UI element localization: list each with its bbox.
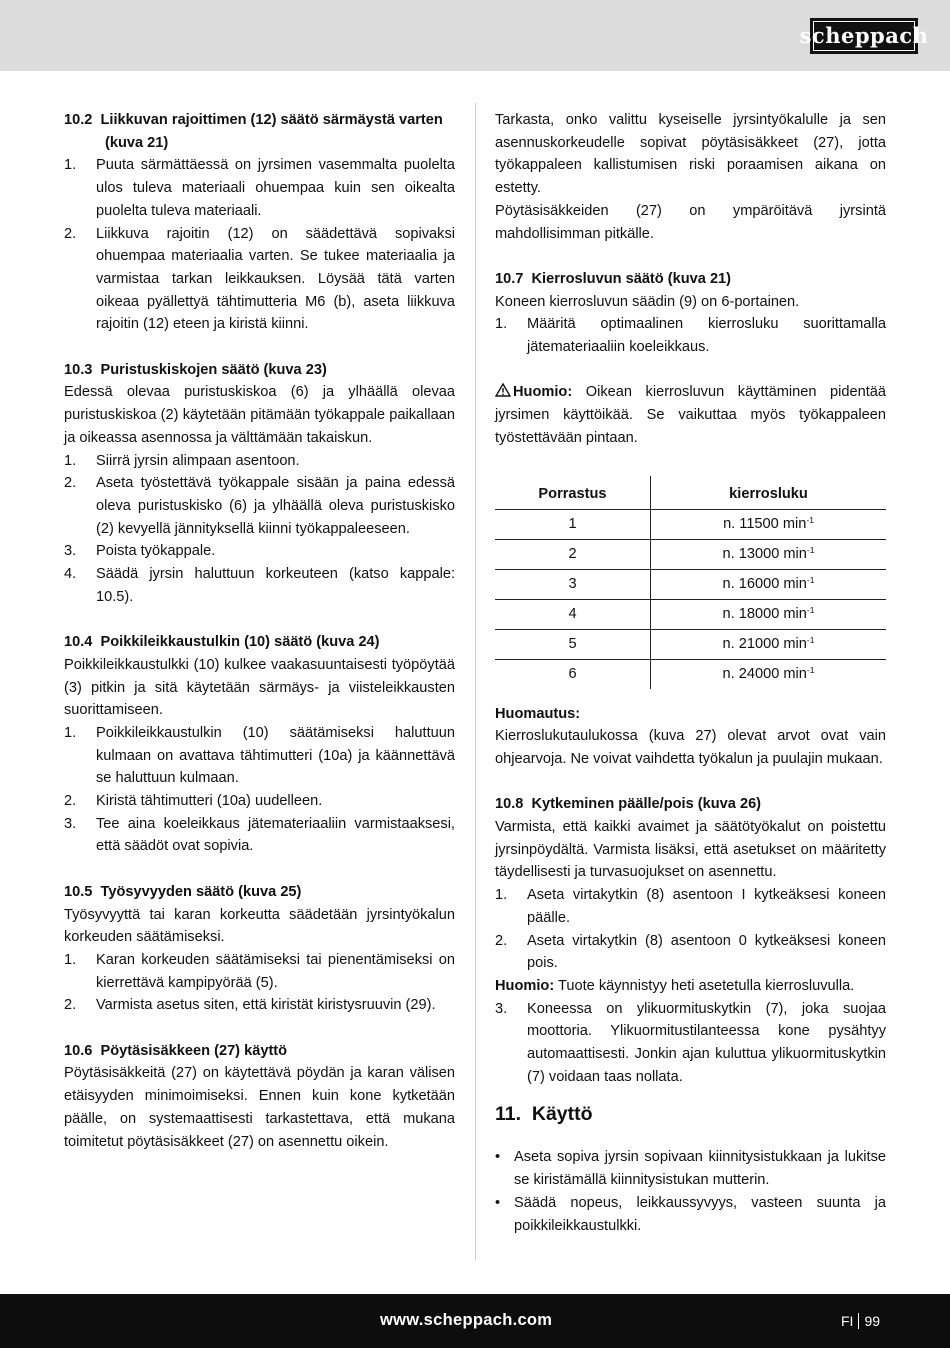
- list-item: 2. Aseta virtakytkin (8) asentoon 0 kytkeäksesi koneen pois.: [495, 932, 886, 972]
- list-item: 2. Liikkuva rajoitin (12) on säädettävä sopivaksi ohuempaa materiaalia varten. Se tukee materiaalia ja varmistaa tarkan leikkauksen. Löysää tätä varten oikeaa pyällettyä tähtimutteria M6 (b), aseta liikkuva rajoitin (12) eteen ja kiristä kiinni.: [64, 225, 455, 333]
- list-item: 4. Säädä jyrsin haluttuun korkeuteen (katso kappale: 10.5).: [64, 566, 455, 605]
- list-item: 3. Tee aina koeleikkaus jätemateriaaliin varmistaaksesi, että säädöt ovat sopivia.: [64, 815, 455, 855]
- section-intro: Koneen kierrosluvun säädin (9) on 6-portainen.: [495, 293, 800, 310]
- section-intro: Poikkileikkaustulkki (10) kulkee vaakasuuntaisesti työpöytää (3) pitkin ja sitä käytetään särmäys- ja viisteleikkausten suorittamiseen.: [64, 656, 455, 719]
- column-divider: [475, 103, 476, 1260]
- paragraph: Tarkasta, onko valittu kyseiselle jyrsintyökalulle ja sen asennuskorkeudelle sopivat pöytäsisäkkeet (27), jotta työkappaleen kallistumisen riski poraamisen aikana on estetty.: [495, 112, 886, 197]
- list-item: 3. Koneessa on ylikuormituskytkin (7), joka suojaa moottoria. Ylikuormitustilanteessa kone pysähtyy automaattisesti. Jonkin ajan kuluttua ylikuormituskytkin (7) voidaan taas nollata.: [495, 1000, 886, 1085]
- section-10-5: [64, 881, 455, 1017]
- page-separator: [858, 1313, 859, 1329]
- numbered-list: [495, 998, 886, 1089]
- section-heading: 10.8 Kytkeminen päälle/pois (kuva 26): [495, 796, 762, 813]
- section-intro: Varmista, että kaikki avaimet ja säätötyökalut on poistettu jyrsinpöydältä. Varmista lisäksi, että asetukset on määritetty täydellisesti ja turvasuojukset on asennettu.: [495, 819, 886, 881]
- table-header: kierrosluku: [651, 476, 887, 510]
- section-10-8: [495, 793, 886, 1088]
- section-intro: Edessä olevaa puristuskiskoa (6) ja ylhäällä olevaa puristuskiskoa (2) käytetään pitämään työkappale paikallaan ja oikeassa asennossa ja välttämään takaiskun.: [64, 384, 455, 446]
- section-heading: 10.5 Työsyvyyden säätö (kuva 25): [64, 883, 302, 900]
- section-10-6-continued: [495, 109, 886, 245]
- list-item: 1. Karan korkeuden säätämiseksi tai pienentämiseksi on kierrettävä kampipyörää (5).: [64, 951, 455, 991]
- section-heading: 10.7 Kierrosluvun säätö (kuva 21): [495, 270, 732, 287]
- table-row: 4 n. 18000 $\min^{-1}$: [495, 599, 886, 629]
- section-heading: 10.6 Pöytäsisäkkeen (27) käyttö: [64, 1042, 288, 1059]
- list-item: • Aseta sopiva jyrsin sopivaan kiinnitysistukkaan ja lukitse se kiristämällä kiinnitysistukan mutterin.: [495, 1149, 886, 1189]
- section-intro: Pöytäsisäkkeitä (27) on käytettävä pöydän ja karan välisen etäisyyden minimoimiseksi. Ennen kuin kone kytketään päälle, on systemaattisesti tarkastettava, että mukana toimitetut pöytäsisäkkeet (27) on asennettu oikein.: [64, 1065, 455, 1150]
- numbered-list: [495, 884, 886, 975]
- section-10-3: [64, 359, 455, 609]
- brand-logo: scheppach: [810, 18, 918, 54]
- caution-note: Huomio: Tuote käynnistyy heti asetetulla kierrosluvulla.: [495, 977, 855, 994]
- language-code: FI: [841, 1313, 854, 1329]
- note-text: Kierroslukutaulukossa (kuva 27) olevat arvot ovat vain ohjearvoja. Ne voivat vaihdetta työkalun ja puulajin mukaan.: [495, 728, 886, 767]
- section-10-2: [64, 109, 455, 336]
- list-item: • Säädä nopeus, leikkaussyvyys, vasteen suunta ja poikkileikkaustulkki.: [495, 1194, 886, 1234]
- page-indicator: [841, 1310, 880, 1333]
- header-bar: [0, 0, 950, 71]
- warning-note: Huomio: Oikean kierrosluvun käyttäminen pidentää jyrsimen käyttöikää. Se vaikuttaa myös työkappaleen työstettävään pintaan.: [495, 384, 886, 446]
- section-heading: 10.4 Poikkileikkaustulkin (10) säätö (kuva 24): [64, 634, 380, 651]
- list-item: 3. Poista työkappale.: [64, 543, 216, 560]
- section-intro: Työsyvyyttä tai karan korkeutta säädetään jyrsintyökalun korkeuden säätämiseksi.: [64, 906, 455, 946]
- table-header: Porrastus: [495, 476, 651, 510]
- website-link[interactable]: www.scheppach.com: [380, 1311, 553, 1329]
- numbered-list: [64, 722, 455, 858]
- numbered-list: [64, 450, 455, 609]
- list-item: 2. Aseta työstettävä työkappale sisään ja paina edessä oleva puristuskisko (6) ja ylhäällä oleva puristuskisko (2) kevyellä jännityksellä kiinni työkappaleeseen.: [64, 475, 455, 537]
- table-row: 3 n. 16000 $\min^{-1}$: [495, 569, 886, 599]
- numbered-list: [495, 313, 886, 358]
- chapter-heading: 11. Käyttö: [495, 1103, 593, 1126]
- right-column: [495, 109, 886, 1237]
- footer-bar: [0, 1294, 950, 1348]
- note-section: [495, 703, 886, 771]
- section-10-7: [495, 268, 886, 359]
- list-item: 1. Poikkileikkaustulkin (10) säätämiseksi haluttuun kulmaan on avattava tähtimutteri (10a) ja käännettävä se haluttuun kulmaan.: [64, 724, 455, 787]
- list-item: 1. Siirrä jyrsin alimpaan asentoon.: [64, 452, 300, 469]
- section-heading: 10.3 Puristuskiskojen säätö (kuva 23): [64, 361, 327, 378]
- list-item: 2. Varmista asetus siten, että kiristät kiristysruuvin (29).: [64, 997, 436, 1014]
- left-column: [64, 109, 455, 1176]
- page-number: 99: [864, 1313, 881, 1329]
- paragraph: Pöytäsisäkkeiden (27) on ympäröitävä jyrsintä mahdollisimman pitkälle.: [495, 202, 886, 242]
- list-item: 1. Puuta särmättäessä on jyrsimen vasemmalta puolelta ulos tuleva materiaali ohuempaa kuin sen oikealta puolelta tuleva materiaali.: [64, 157, 455, 219]
- section-heading: 10.2 Liikkuvan rajoittimen (12) säätö särmäystä varten (kuva 21): [64, 112, 443, 151]
- table-row: 1 n. 11500 $\min^{-1}$: [495, 509, 886, 539]
- numbered-list: [64, 154, 455, 336]
- table-row: 6 n. 24000 $\min^{-1}$: [495, 659, 886, 689]
- note-heading: Huomautus:: [495, 705, 581, 722]
- bullet-list: [495, 1146, 886, 1237]
- section-10-6: [64, 1040, 455, 1154]
- section-10-4: [64, 631, 455, 858]
- rpm-table: [495, 476, 886, 689]
- table-row: 5 n. 21000 $\min^{-1}$: [495, 629, 886, 659]
- numbered-list: [64, 949, 455, 1017]
- list-item: 1. Määritä optimaalinen kierrosluku suorittamalla jätemateriaaliin koeleikkaus.: [495, 316, 886, 356]
- list-item: 1. Aseta virtakytkin (8) asentoon I kytkeäksesi koneen päälle.: [495, 887, 886, 926]
- warning-triangle-icon: [495, 383, 511, 397]
- table-row: 2 n. 13000 $\min^{-1}$: [495, 539, 886, 569]
- list-item: 2. Kiristä tähtimutteri (10a) uudelleen.: [64, 793, 323, 810]
